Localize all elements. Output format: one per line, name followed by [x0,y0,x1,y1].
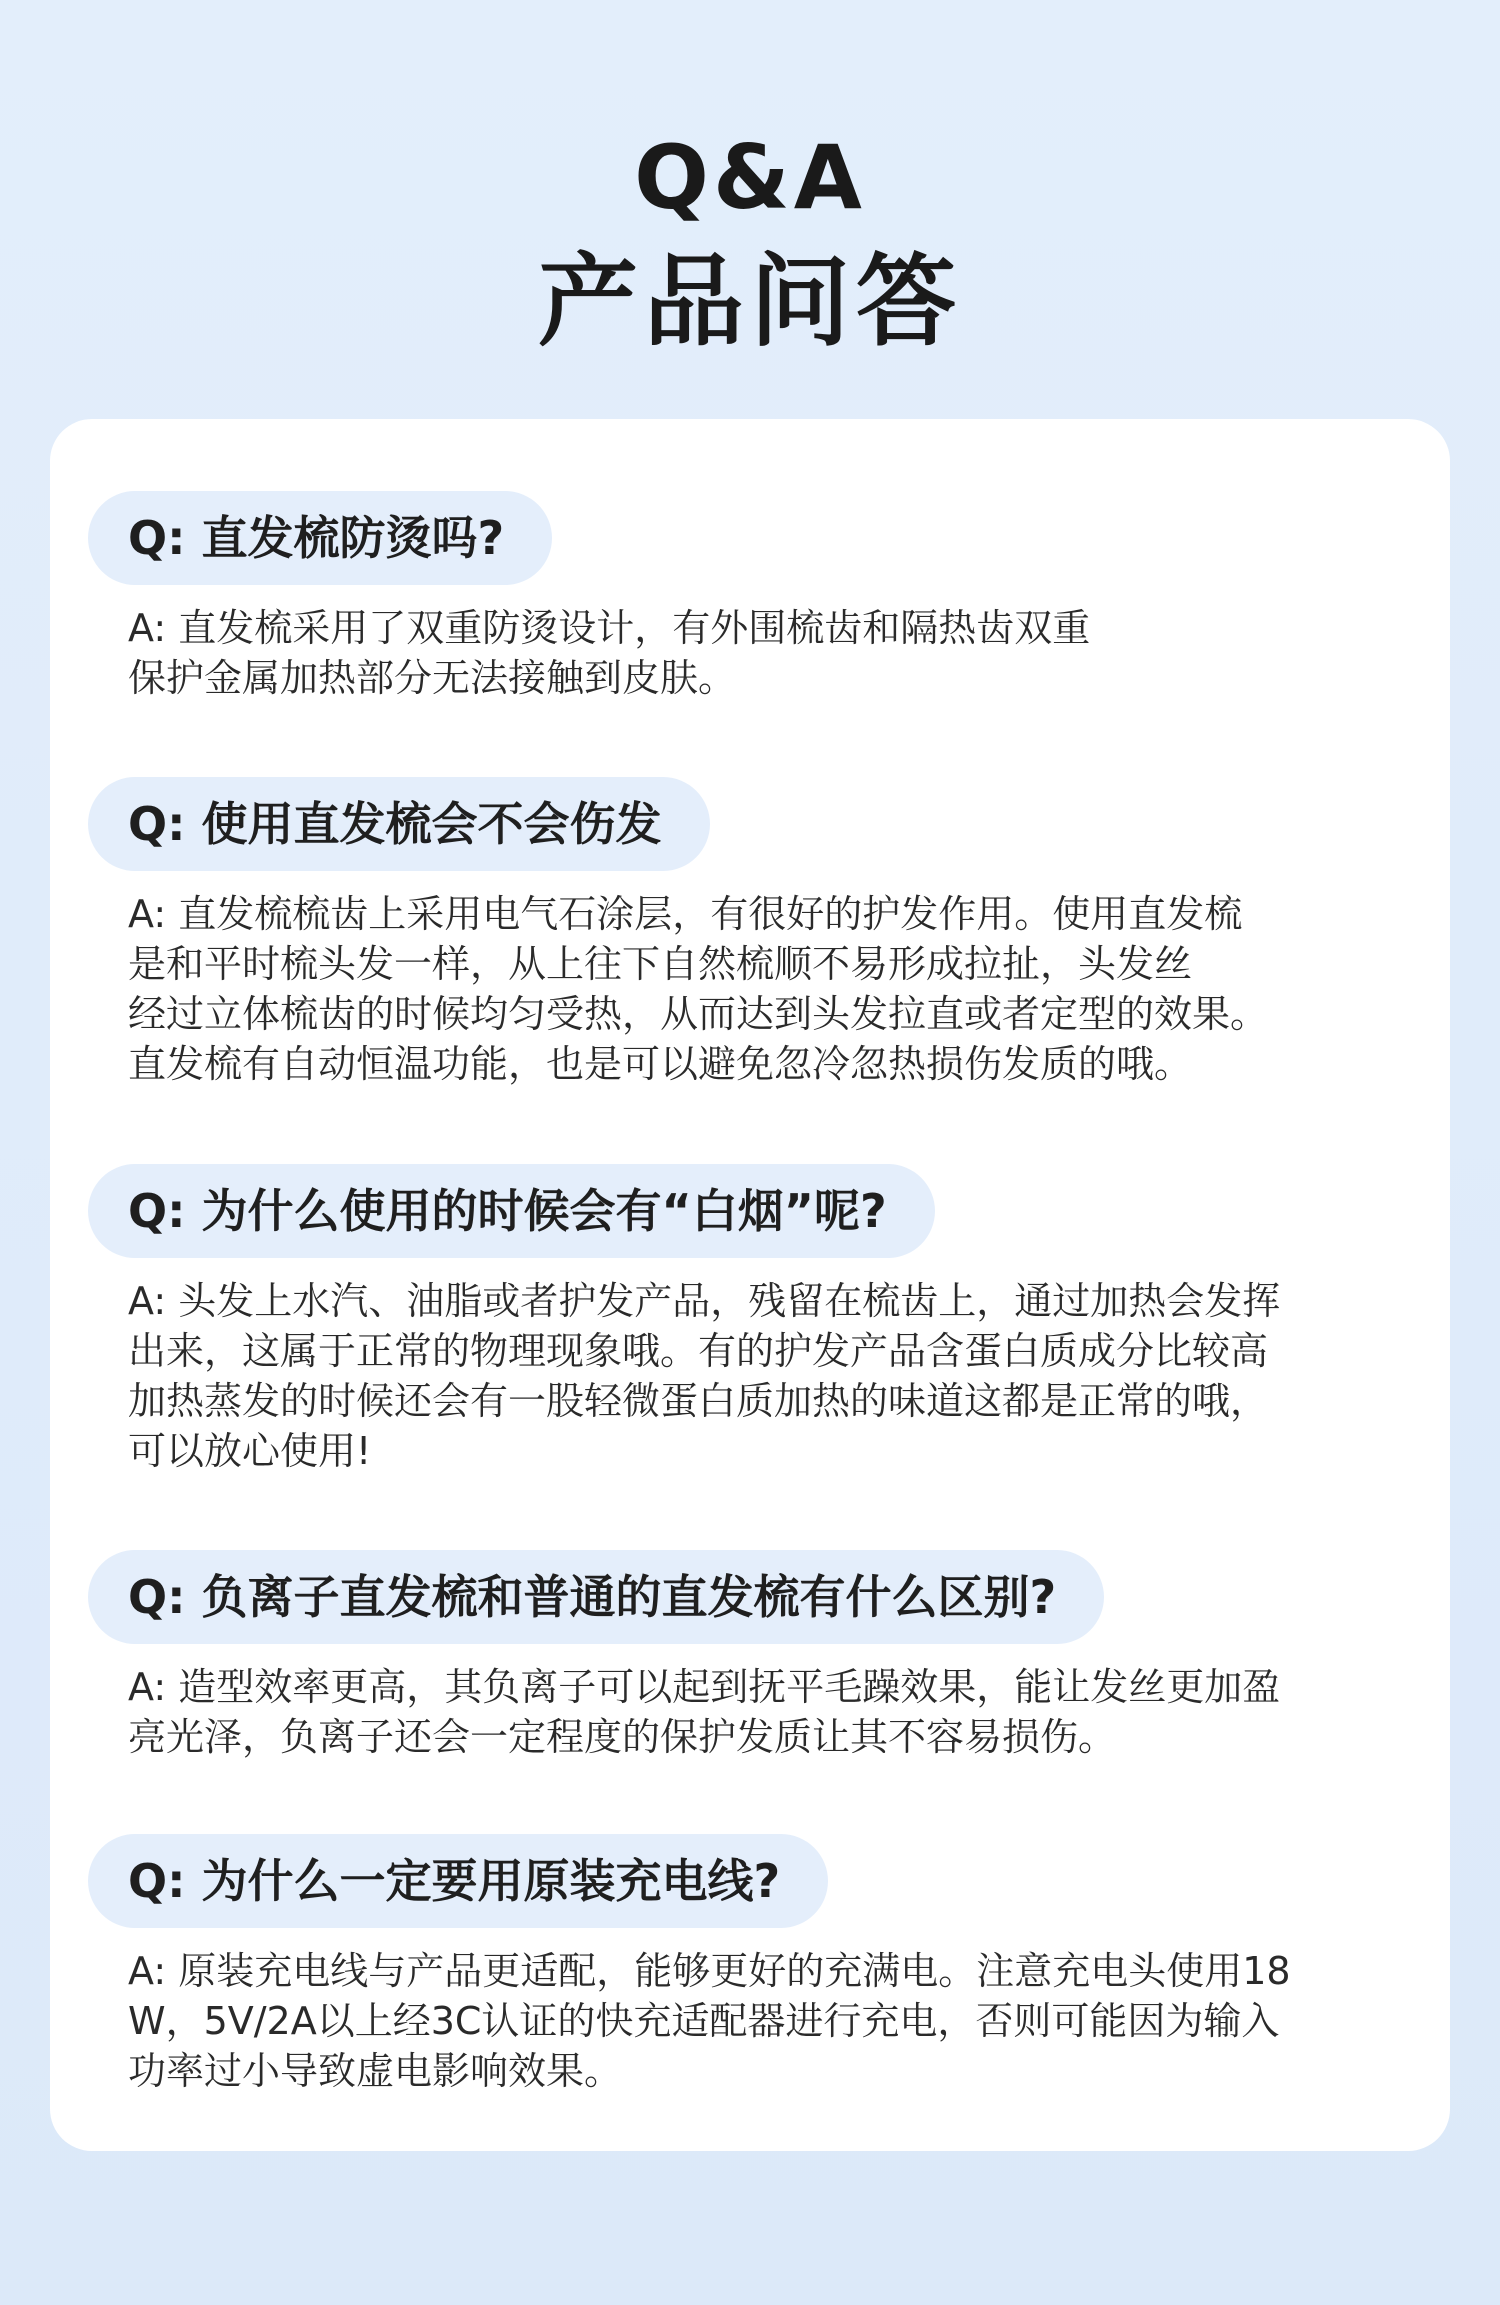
answer-1-line: 保护金属加热部分无法接触到皮肤。 [128,656,737,700]
answer-3-line: 加热蒸发的时候还会有一股轻微蛋白质加热的味道这都是正常的哦， [128,1379,1269,1423]
page-title-cn: 产品问答 [538,243,962,360]
answer-5 [128,1946,1438,2096]
question-1: Q: 直发梳防烫吗? [88,491,552,585]
qa-item-4 [88,1550,1418,1762]
qa-item-5 [88,1834,1418,2096]
answer-5-line: W，5V/2A以上经3C认证的快充适配器进行充电，否则可能因为输入 [128,1999,1280,2043]
answer-2 [128,889,1438,1089]
answer-3 [128,1276,1438,1476]
qa-card [50,419,1450,2151]
answer-1 [128,603,1438,703]
answer-3-line: 出来，这属于正常的物理现象哦。有的护发产品含蛋白质成分比较高 [128,1329,1269,1373]
answer-2-line: A: 直发梳梳齿上采用电气石涂层，有很好的护发作用。使用直发梳 [128,892,1243,936]
answer-4-line: 亮光泽，负离子还会一定程度的保护发质让其不容易损伤。 [128,1715,1117,1759]
qa-item-3 [88,1164,1418,1476]
page-header [0,128,1500,362]
answer-1-line: A: 直发梳采用了双重防烫设计，有外围梳齿和隔热齿双重 [128,606,1091,650]
qa-item-2 [88,777,1418,1089]
question-4: Q: 负离子直发梳和普通的直发梳有什么区别? [88,1550,1104,1644]
question-2: Q: 使用直发梳会不会伤发 [88,777,710,871]
answer-3-line: 可以放心使用! [128,1429,372,1473]
answer-3-line: A: 头发上水汽、油脂或者护发产品，残留在梳齿上，通过加热会发挥 [128,1279,1281,1323]
page-title-en: Q&A [634,126,866,229]
answer-4 [128,1662,1438,1762]
question-3: Q: 为什么使用的时候会有“白烟”呢? [88,1164,935,1258]
answer-2-line: 直发梳有自动恒温功能，也是可以避免忽冷忽热损伤发质的哦。 [128,1042,1193,1086]
answer-4-line: A: 造型效率更高，其负离子可以起到抚平毛躁效果，能让发丝更加盈 [128,1665,1281,1709]
qa-item-1 [88,491,1418,703]
answer-5-line: A: 原装充电线与产品更适配，能够更好的充满电。注意充电头使用18 [128,1949,1291,1993]
question-5: Q: 为什么一定要用原装充电线? [88,1834,828,1928]
answer-2-line: 经过立体梳齿的时候均匀受热，从而达到头发拉直或者定型的效果。 [128,992,1269,1036]
answer-5-line: 功率过小导致虚电影响效果。 [128,2049,623,2093]
answer-2-line: 是和平时梳头发一样，从上往下自然梳顺不易形成拉扯，头发丝 [128,942,1193,986]
